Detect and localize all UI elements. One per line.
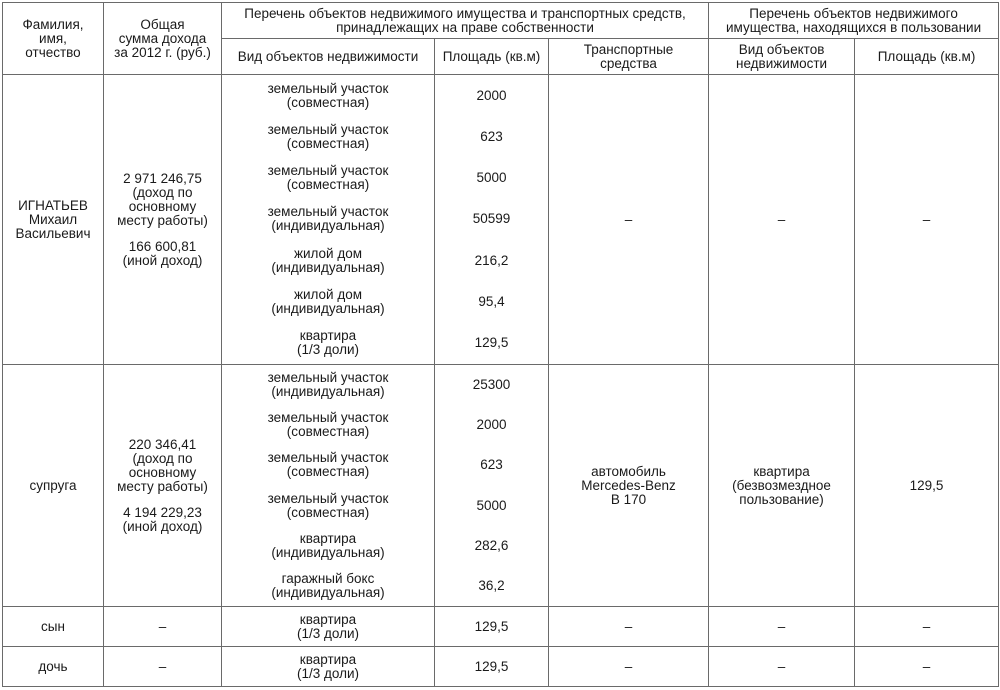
property-area: 2000	[476, 417, 507, 433]
used-area-cell: 129,5	[855, 365, 999, 607]
property-area: 2000	[476, 87, 507, 103]
property-type: земельный участок (совместная)	[267, 121, 389, 151]
property-type: квартира (индивидуальная)	[271, 530, 385, 560]
income-cell: –	[104, 607, 222, 647]
table-row	[3, 75, 999, 365]
property-area-cell	[435, 75, 549, 365]
header-transport: Транспортные средства	[549, 39, 709, 75]
income-main: 220 346,41 (доход по основному месту работы)	[117, 436, 208, 494]
income-other: 4 194 229,23 (иной доход)	[122, 504, 203, 534]
used-area-cell: –	[855, 647, 999, 687]
person-name: сын	[3, 607, 104, 647]
property-type: земельный участок (индивидуальная)	[267, 204, 389, 234]
property-type: гаражный бокс (индивидуальная)	[271, 570, 385, 600]
property-area-cell: 129,5	[435, 647, 549, 687]
used-area-cell: –	[855, 75, 999, 365]
header-used-type: Вид объектов недвижимости	[709, 39, 855, 75]
property-type: земельный участок (индивидуальная)	[267, 370, 389, 400]
table-row	[3, 365, 999, 607]
property-type-cell: квартира (1/3 доли)	[222, 647, 435, 687]
property-area: 623	[480, 128, 503, 144]
used-type-cell: квартира (безвозмездное пользование)	[709, 365, 855, 607]
property-type: земельный участок (совместная)	[267, 80, 389, 110]
person-name: супруга	[3, 365, 104, 607]
property-type: жилой дом (индивидуальная)	[271, 287, 385, 317]
income-main: 2 971 246,75 (доход по основному месту работы)	[117, 170, 208, 228]
used-type-cell: –	[709, 75, 855, 365]
property-type: жилой дом (индивидуальная)	[271, 245, 385, 275]
property-area: 129,5	[474, 335, 509, 351]
property-area: 216,2	[474, 252, 509, 268]
table-row	[3, 647, 999, 687]
header-income: Общая сумма дохода за 2012 г. (руб.)	[104, 3, 222, 75]
property-area-cell	[435, 365, 549, 607]
declaration-table	[2, 2, 999, 687]
transport-cell: автомобиль Mercedes-Benz B 170	[549, 365, 709, 607]
header-owned-type: Вид объектов недвижимости	[222, 39, 435, 75]
used-type-cell: –	[709, 647, 855, 687]
property-type: земельный участок (совместная)	[267, 410, 389, 440]
header-used-area: Площадь (кв.м)	[855, 39, 999, 75]
income-cell	[104, 75, 222, 365]
header-row-1	[3, 3, 999, 39]
property-type-cell	[222, 365, 435, 607]
header-owned-group: Перечень объектов недвижимого имущества и транспортных средств, принадлежащих на праве собственности	[222, 3, 709, 39]
property-type: земельный участок (совместная)	[267, 163, 389, 193]
person-name: ИГНАТЬЕВ Михаил Васильевич	[3, 75, 104, 365]
property-area: 50599	[472, 211, 511, 227]
property-type: земельный участок (совместная)	[267, 490, 389, 520]
property-area: 5000	[476, 497, 507, 513]
used-area-cell: –	[855, 607, 999, 647]
income-cell: –	[104, 647, 222, 687]
property-type-cell: квартира (1/3 доли)	[222, 607, 435, 647]
property-area: 95,4	[478, 294, 505, 310]
used-type-cell: –	[709, 607, 855, 647]
property-area: 623	[480, 457, 503, 473]
property-area: 282,6	[474, 537, 509, 553]
transport-cell: –	[549, 75, 709, 365]
header-fio: Фамилия, имя, отчество	[3, 3, 104, 75]
transport-cell: –	[549, 647, 709, 687]
income-cell	[104, 365, 222, 607]
table-row	[3, 607, 999, 647]
property-area: 25300	[472, 377, 511, 393]
property-type-cell	[222, 75, 435, 365]
property-area: 5000	[476, 170, 507, 186]
header-used-group: Перечень объектов недвижимого имущества, находящихся в пользовании	[709, 3, 999, 39]
property-area-cell: 129,5	[435, 607, 549, 647]
person-name: дочь	[3, 647, 104, 687]
property-type: земельный участок (совместная)	[267, 450, 389, 480]
property-area: 36,2	[478, 577, 505, 593]
header-owned-area: Площадь (кв.м)	[435, 39, 549, 75]
property-type: квартира (1/3 доли)	[296, 328, 359, 358]
income-other: 166 600,81 (иной доход)	[122, 238, 203, 268]
transport-cell: –	[549, 607, 709, 647]
